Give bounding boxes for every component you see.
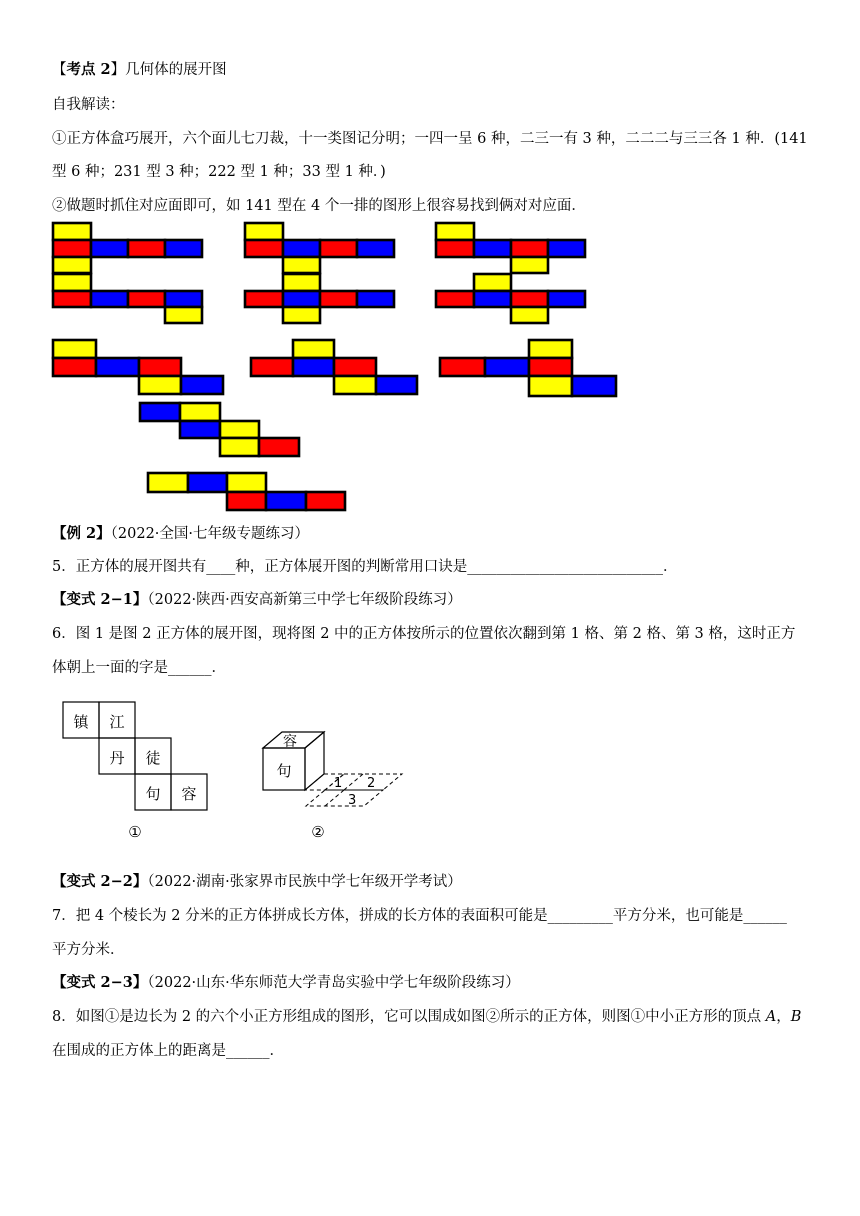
net-cell: [91, 291, 128, 307]
net-cell: [165, 240, 202, 257]
net-cell: [165, 307, 202, 323]
net-cell: [485, 358, 529, 376]
net-cell: [165, 291, 202, 307]
grid-line: [325, 790, 344, 806]
net-cell: [148, 473, 188, 492]
variant22-tag: 【变式 2−2】: [52, 873, 148, 890]
variant22-header: [52, 872, 462, 892]
net-cell: [53, 240, 91, 257]
net-5: [436, 223, 585, 273]
net-10: [140, 403, 299, 456]
net-cell: [245, 223, 283, 240]
question6-figures: [0, 690, 860, 850]
net-cell: [283, 291, 320, 307]
net-cell: [474, 274, 511, 291]
net-7: [53, 340, 223, 394]
point2-text: ②做题时抓住对应面即可，如 141 型在 4 个一排的图形上很容易找到俩对对应面．: [52, 198, 586, 214]
net-cell: [357, 240, 394, 257]
net-cell: [529, 340, 572, 358]
net-cell: [139, 358, 181, 376]
heading-text: 几何体的展开图: [125, 62, 227, 78]
net-cell: [140, 403, 180, 421]
net-cell: [266, 492, 306, 510]
intro-text: 自我解读：: [52, 97, 125, 113]
variant21-source: （2022·陕西·西安高新第三中学七年级阶段练习）: [147, 592, 462, 608]
question7-line1: 7．把 4 个棱长为 2 分米的正方体拼成长方体，拼成的长方体的表面积可能是_________平方分米，也可能是______: [52, 908, 787, 924]
question6-line1: 6．图 1 是图 2 正方体的展开图，现将图 2 中的正方体按所示的位置依次翻到第 1 格、第 2 格、第 3 格，这时正方: [52, 626, 796, 642]
figure1-char-6: 容: [181, 785, 197, 803]
point1-line1: ①正方体盒巧展开，六个面儿七刀裁，十一类图记分明；一四一呈 6 种，二三一有 3 种，二二二与三三各 1 种．(141: [52, 131, 808, 147]
net-cell: [53, 358, 96, 376]
net-cell: [53, 257, 91, 273]
net-cell: [436, 223, 474, 240]
net-cell: [334, 376, 376, 394]
net-1: [53, 223, 202, 273]
question8-text: 8．如图①是边长为 2 的六个小正方形组成的图形，它可以围成如图②所示的正方体，则图①中小正方形的顶点: [52, 1009, 762, 1025]
net-cell: [53, 274, 91, 291]
net-cell: [548, 240, 585, 257]
question8-line1: [52, 1007, 801, 1027]
net-4: [245, 274, 394, 323]
net-cell: [188, 473, 227, 492]
net-cell: [320, 291, 357, 307]
variant22-source: （2022·湖南·张家界市民族中学七年级开学考试）: [147, 874, 462, 890]
point1-line2: 型 6 种；231 型 3 种；222 型 1 种；33 型 1 种．): [52, 164, 386, 180]
net-cell: [548, 291, 585, 307]
net-cell: [529, 358, 572, 376]
net-cell: [180, 421, 220, 438]
net-cell: [283, 257, 320, 273]
bracket-open: 【: [52, 62, 67, 78]
grid-label-3: 3: [348, 793, 357, 808]
question7-line2: 平方分米．: [52, 942, 125, 958]
net-cell: [572, 376, 616, 396]
net-cell: [293, 358, 334, 376]
question8-line2: 在围成的正方体上的距离是______．: [52, 1043, 284, 1059]
figure1-caption: ①: [128, 823, 142, 841]
net-11: [148, 473, 345, 510]
point-b-label: B: [790, 1009, 802, 1025]
heading-label: 考点 2: [66, 61, 111, 78]
figure1-char-3: 丹: [109, 749, 125, 767]
figure1-char-2: 江: [109, 713, 125, 731]
question5: 5．正方体的展开图共有____种，正方体展开图的判断常用口诀是___________________________．: [52, 559, 678, 575]
cube-top-char: 容: [283, 734, 297, 750]
net-cell: [320, 240, 357, 257]
net-cell: [53, 223, 91, 240]
net-cell: [376, 376, 417, 394]
example2-header: [52, 524, 309, 544]
cube-side-face: [305, 732, 324, 790]
net-3: [245, 223, 394, 273]
grid-cell: [306, 790, 383, 806]
net-cell: [245, 291, 283, 307]
net-cell: [227, 473, 266, 492]
net-cell: [293, 340, 334, 358]
figure1-char-4: 徒: [145, 749, 161, 767]
figure2-caption: ②: [311, 823, 325, 841]
cube-nets-figure: [0, 0, 860, 520]
net-cell: [53, 291, 91, 307]
net-6: [436, 274, 585, 323]
net-cell: [529, 376, 572, 396]
net-2: [53, 274, 202, 323]
variant21-tag: 【变式 2−1】: [52, 591, 148, 608]
net-cell: [511, 240, 548, 257]
net-cell: [283, 274, 320, 291]
net-cell: [53, 340, 96, 358]
net-cell: [511, 257, 548, 273]
net-cell: [96, 358, 139, 376]
net-cell: [306, 492, 345, 510]
grid-label-2: 2: [367, 776, 376, 791]
net-cell: [259, 438, 299, 456]
example2-tag: 【例 2】: [52, 525, 111, 542]
net-cell: [251, 358, 293, 376]
net-cell: [220, 421, 259, 438]
net-cell: [436, 240, 474, 257]
variant21-header: [52, 590, 462, 610]
cube-front-char: 句: [276, 762, 292, 780]
point-a-label: A: [765, 1009, 777, 1025]
net-cell: [436, 291, 474, 307]
net-cell: [128, 240, 165, 257]
comma: ，: [776, 1009, 791, 1025]
net-cell: [283, 240, 320, 257]
net-cell: [180, 403, 220, 421]
net-cell: [334, 358, 376, 376]
net-cell: [227, 492, 266, 510]
net-cell: [357, 291, 394, 307]
net-cell: [474, 291, 511, 307]
net-9: [440, 340, 616, 396]
net-cell: [440, 358, 485, 376]
net-cell: [283, 307, 320, 323]
grid-label-1: 1: [334, 776, 343, 791]
question6-line2: 体朝上一面的字是______．: [52, 660, 226, 676]
net-cell: [245, 240, 283, 257]
net-cell: [511, 291, 548, 307]
figure1-char-1: 镇: [73, 713, 89, 731]
net-cell: [181, 376, 223, 394]
variant23-tag: 【变式 2−3】: [52, 974, 148, 991]
net-cell: [474, 240, 511, 257]
variant23-source: （2022·山东·华东师范大学青岛实验中学七年级阶段练习）: [147, 975, 520, 991]
net-cell: [91, 240, 128, 257]
bracket-close: 】: [110, 62, 126, 78]
net-8: [251, 340, 417, 394]
figure1-char-5: 句: [145, 785, 161, 803]
net-cell: [139, 376, 181, 394]
example2-source: （2022·全国·七年级专题练习）: [110, 526, 310, 542]
net-cell: [511, 307, 548, 323]
grid-line: [344, 774, 363, 790]
net-cell: [220, 438, 259, 456]
net-cell: [128, 291, 165, 307]
variant23-header: [52, 973, 520, 993]
